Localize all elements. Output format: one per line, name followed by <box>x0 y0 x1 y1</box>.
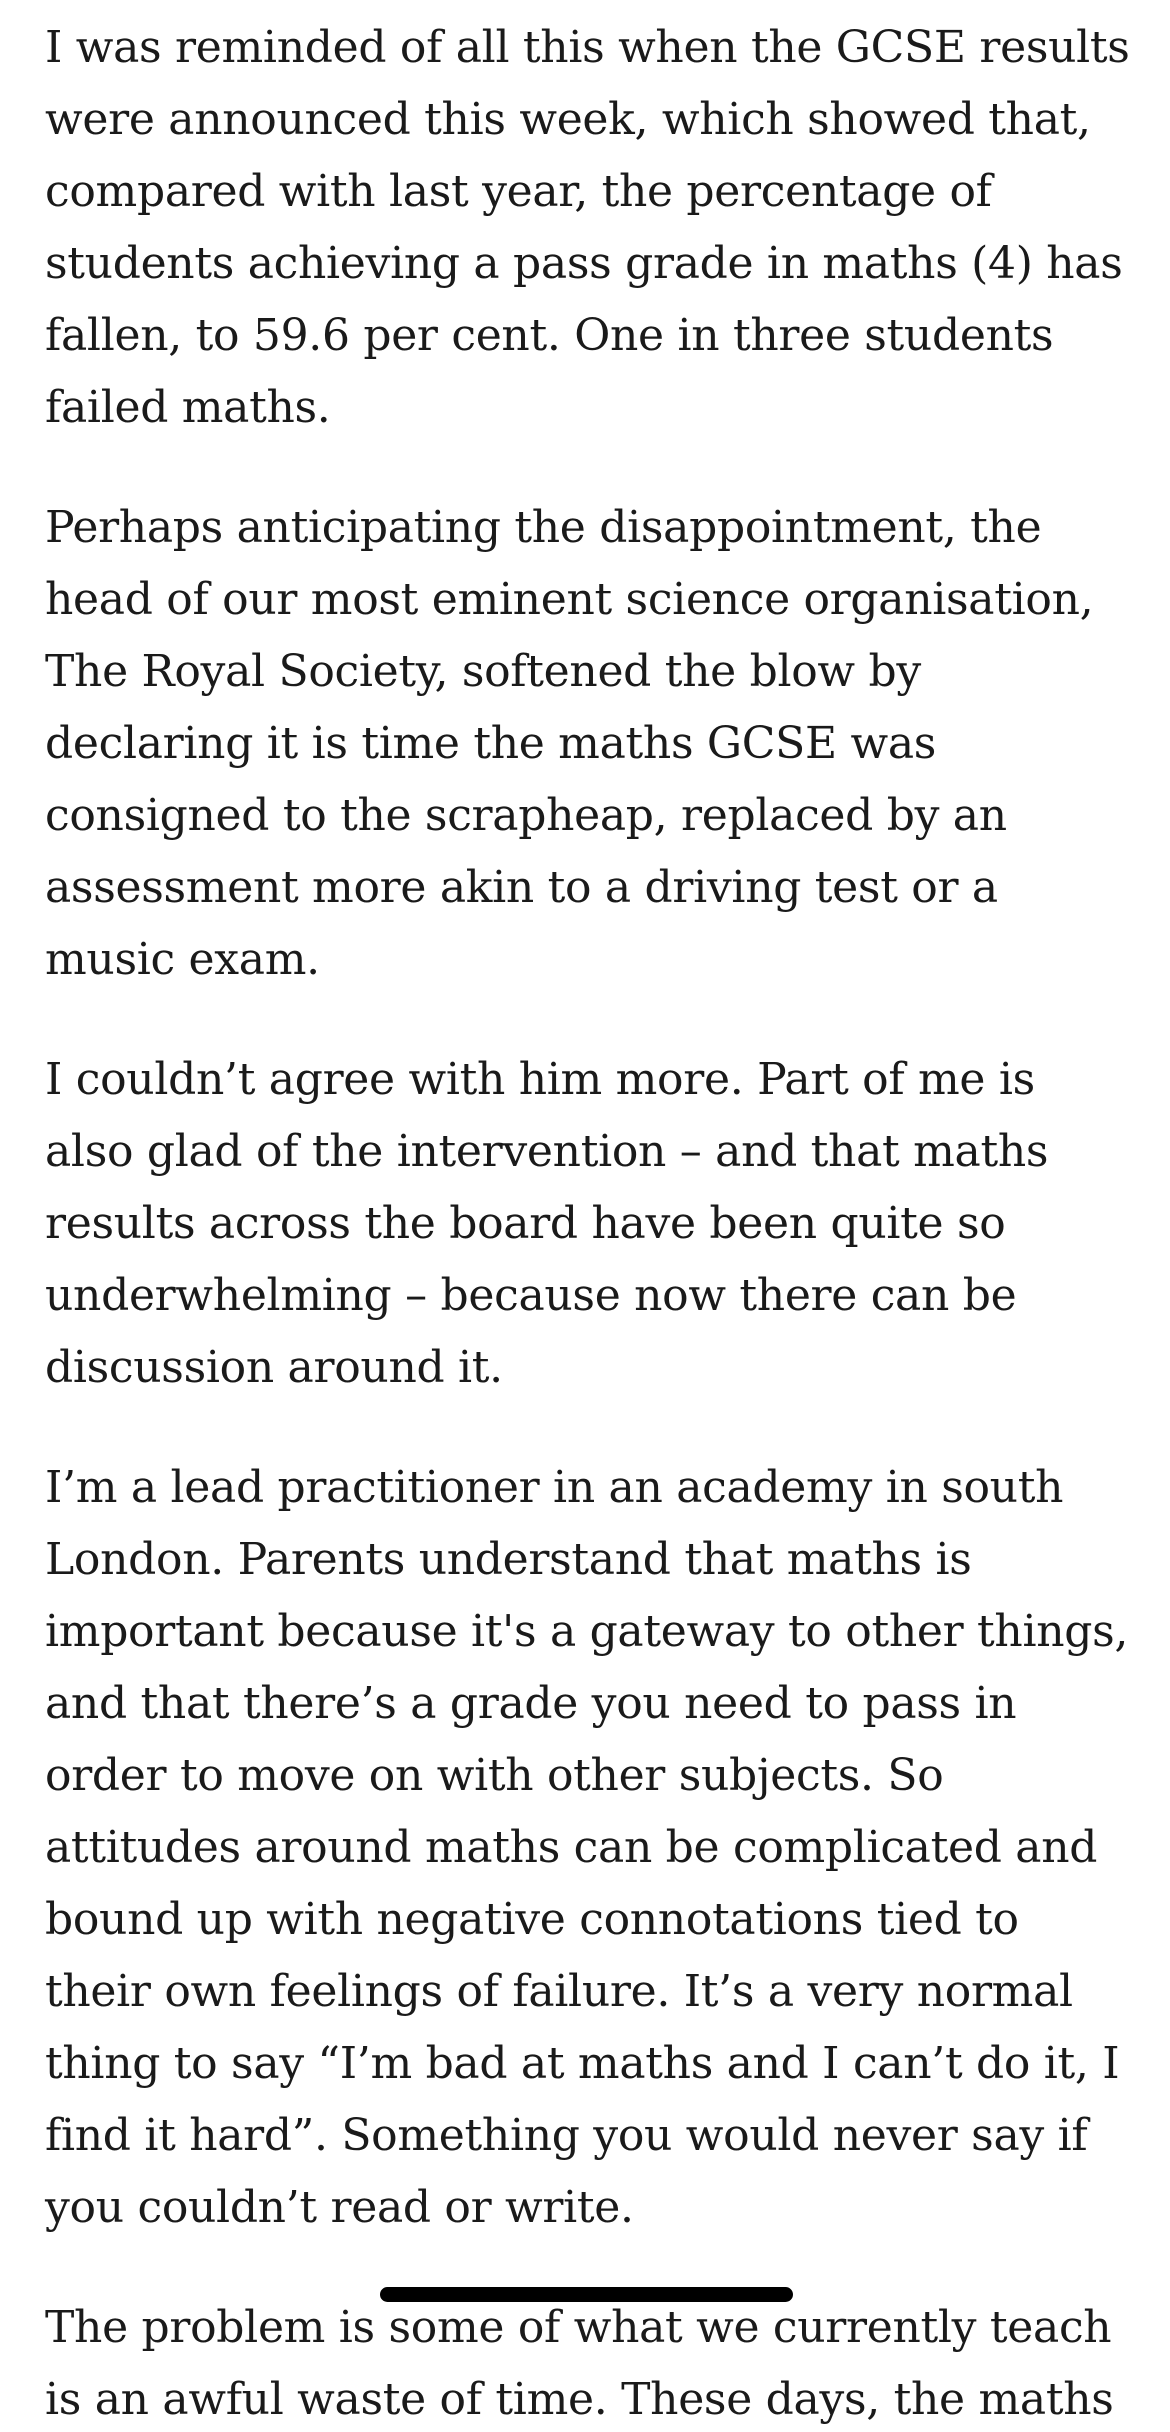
home-indicator-bar[interactable] <box>380 2287 793 2302</box>
article-paragraph-5: The problem is some of what we currently teach is an awful waste of time. These days, the maths <box>45 2302 1114 2425</box>
article-body <box>45 12 1130 2432</box>
article-paragraph-2: Perhaps anticipating the disappointment, the head of our most eminent science organisation, The Royal Society, softened the blow by declaring it is time the maths GCSE was consigned to the scrapheap, replaced by an assessment more akin to a driving test or a music exam. <box>45 502 1094 985</box>
article-paragraph-4: I’m a lead practitioner in an academy in south London. Parents understand that maths is important because it's a gateway to other things, and that there’s a grade you need to pass in order to move on with other subjects. So attitudes around maths can be complicated and bound up with negative connotations tied to their own feelings of failure. It’s a very normal thing to say “I’m bad at maths and I can’t do it, I find it hard”. Something you would never say if you couldn’t read or write. <box>45 1462 1129 2233</box>
article-paragraph-1: I was reminded of all this when the GCSE results were announced this week, which showed that, compared with last year, the percentage of students achieving a pass grade in maths (4) has fallen, to 59.6 per cent. One in three students failed maths. <box>45 22 1130 433</box>
article-paragraph-3: I couldn’t agree with him more. Part of me is also glad of the intervention – and that maths results across the board have been quite so underwhelming – because now there can be discussion around it. <box>45 1054 1049 1393</box>
